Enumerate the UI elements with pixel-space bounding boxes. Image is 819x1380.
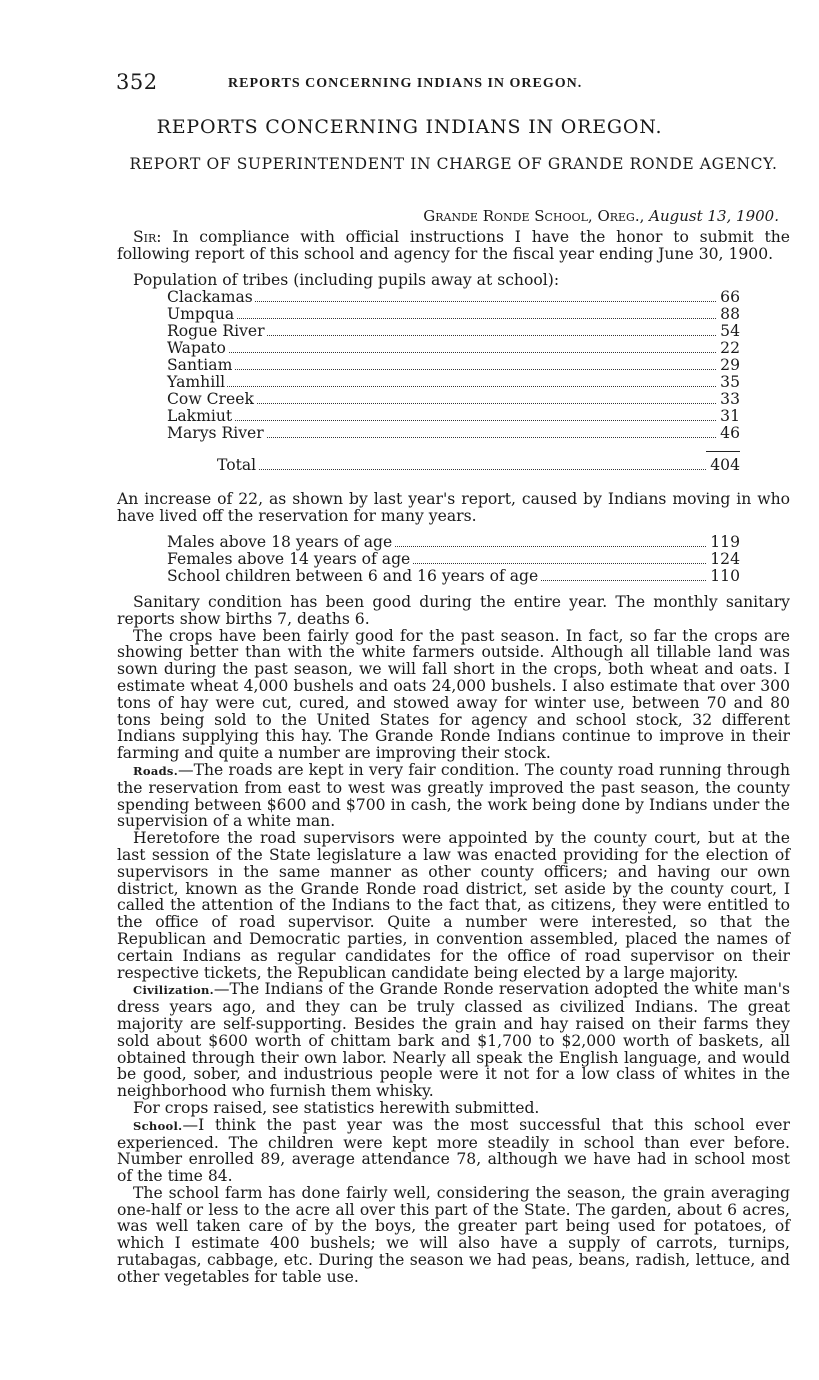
tribe-row bbox=[167, 289, 740, 306]
roads-lead: Roads. bbox=[133, 763, 178, 778]
demographic-label: Females above 14 years of age bbox=[167, 550, 411, 568]
tribe-count: 66 bbox=[716, 289, 740, 306]
demographic-count: 110 bbox=[706, 568, 740, 585]
total-count: 404 bbox=[706, 457, 740, 474]
salutation-lead: Sir: bbox=[133, 228, 162, 246]
crops-raised-paragraph: For crops raised, see statistics herewith submitted. bbox=[133, 1098, 540, 1117]
tribe-count: 46 bbox=[716, 425, 740, 442]
total-rule bbox=[706, 451, 740, 452]
salutation-text: In compliance with official instructions I have the honor to submit the following report of this school and agency for the fiscal year ending June 30, 1900. bbox=[117, 228, 790, 263]
demographic-row bbox=[167, 551, 740, 568]
demographic-row bbox=[167, 568, 740, 585]
tribe-row bbox=[167, 340, 740, 357]
tribe-name: Yamhill bbox=[167, 373, 226, 391]
tribe-name: Cow Creek bbox=[167, 390, 254, 408]
civilization-paragraph: Civilization.—The Indians of the Grande Ronde reservation adopted the white man's dress years ago, and they can be truly classed as civilized Indians. The great majority are self-supporting. Besides the grain and hay raised on their farms they sold about $600 worth of chittam bark and $1,700 to $2,000 worth of baskets, all obtained through their own labor. Nearly all speak the English language, and would be good, sober, and industrious people were it not for a low class of whites in the neighborhood who furnish them whisky. bbox=[117, 980, 790, 1101]
tribe-row bbox=[167, 357, 740, 374]
roads-paragraph: Roads.—The roads are kept in very fair condition. The county road running through the reservation from east to west was greatly improved the past season, the county spending between $600 and $700 in cash, the work being done by Indians under the supervision of a white man. bbox=[117, 760, 790, 831]
body-text bbox=[117, 594, 790, 1286]
tribe-count: 33 bbox=[716, 391, 740, 408]
tribe-count: 22 bbox=[716, 340, 740, 357]
farm-paragraph: The school farm has done fairly well, considering the season, the grain averaging one-half or less to the acre all over this part of the State. The garden, about 6 acres, was well taken care of by the boys, the greater part being used for potatoes, of which I estimate 400 bushels; we will also have a supply of carrots, turnips, rutabagas, cabbage, etc. During the season we had peas, beans, radish, lettuce, and other vegetables for table use. bbox=[117, 1183, 790, 1286]
tribe-name: Lakmiut bbox=[167, 407, 233, 425]
tribe-row bbox=[167, 391, 740, 408]
tribe-count: 88 bbox=[716, 306, 740, 323]
increase-paragraph: An increase of 22, as shown by last year's report, caused by Indians moving in who have lived off the reservation for many years. bbox=[117, 490, 790, 525]
total-label: Total bbox=[217, 456, 257, 474]
demographic-label: Males above 18 years of age bbox=[167, 533, 393, 551]
demographic-count: 119 bbox=[706, 534, 740, 551]
civilization-lead: Civilization. bbox=[133, 983, 214, 998]
tribe-row bbox=[167, 425, 740, 442]
dateline bbox=[423, 207, 779, 225]
school-paragraph: School.—I think the past year was the most successful that this school ever experienced. The children were kept more steadily in school than ever before. Number enrolled 89, average attendance 78, although we have had in school most of the time 84. bbox=[117, 1115, 790, 1186]
tribe-row bbox=[167, 374, 740, 391]
population-intro: Population of tribes (including pupils away at school): bbox=[133, 271, 560, 289]
report-subheading: REPORT OF SUPERINTENDENT IN CHARGE OF GRANDE RONDE AGENCY. bbox=[129, 155, 778, 173]
tribe-name: Marys River bbox=[167, 424, 264, 442]
supervisors-paragraph: Heretofore the road supervisors were appointed by the county court, but at the last session of the State legislature a law was enacted providing for the election of supervisors in the same manner as other county officers; and having our own district, known as the Grande Ronde road district, set aside by the county court, I called the attention of the Indians to the fact that, as citizens, they were entitled to the office of road supervisor. Quite a number were interested, so that the Republican and Democratic parties, in convention assembled, placed the names of certain Indians as regular candidates for the office of road supervisor on their respective tickets, the Republican candidate being elected by a large majority. bbox=[117, 829, 790, 982]
tribe-name: Umpqua bbox=[167, 305, 235, 323]
section-heading: REPORTS CONCERNING INDIANS IN OREGON. bbox=[156, 116, 663, 138]
tribe-count: 35 bbox=[716, 374, 740, 391]
total-row bbox=[217, 457, 740, 474]
tribe-row bbox=[167, 323, 740, 340]
salutation-paragraph bbox=[117, 229, 790, 263]
running-head: REPORTS CONCERNING INDIANS IN OREGON. bbox=[228, 76, 583, 91]
tribe-count: 31 bbox=[716, 408, 740, 425]
tribe-name: Rogue River bbox=[167, 322, 265, 340]
tribe-count: 29 bbox=[716, 357, 740, 374]
dateline-date: August 13, 1900. bbox=[649, 207, 779, 225]
demographic-row bbox=[167, 534, 740, 551]
tribe-name: Wapato bbox=[167, 339, 226, 357]
tribe-name: Santiam bbox=[167, 356, 233, 374]
page-number: 352 bbox=[116, 70, 158, 94]
demographic-count: 124 bbox=[706, 551, 740, 568]
dateline-place: Grande Ronde School, Oreg., bbox=[423, 207, 645, 225]
tribe-row bbox=[167, 408, 740, 425]
crops-paragraph: The crops have been fairly good for the past season. In fact, so far the crops are showing better than with the white farmers outside. Although all tillable land was sown during the past season, we will fall short in the crops, both wheat and oats. I estimate wheat 4,000 bushels and oats 24,000 bushels. I also estimate that over 300 tons of hay were cut, cured, and stowed away for winter use, between 70 and 80 tons being sold to the United States for agency and school stock, 32 different Indians supplying this hay. The Grande Ronde Indians continue to improve in their farming and quite a number are improving their stock. bbox=[117, 626, 790, 763]
tribe-count: 54 bbox=[716, 323, 740, 340]
tribe-name: Clackamas bbox=[167, 288, 253, 306]
tribe-row bbox=[167, 306, 740, 323]
demographic-label: School children between 6 and 16 years of age bbox=[167, 567, 539, 585]
school-lead: School. bbox=[133, 1118, 183, 1133]
sanitary-paragraph: Sanitary condition has been good during the entire year. The monthly sanitary reports show births 7, deaths 6. bbox=[117, 593, 790, 628]
